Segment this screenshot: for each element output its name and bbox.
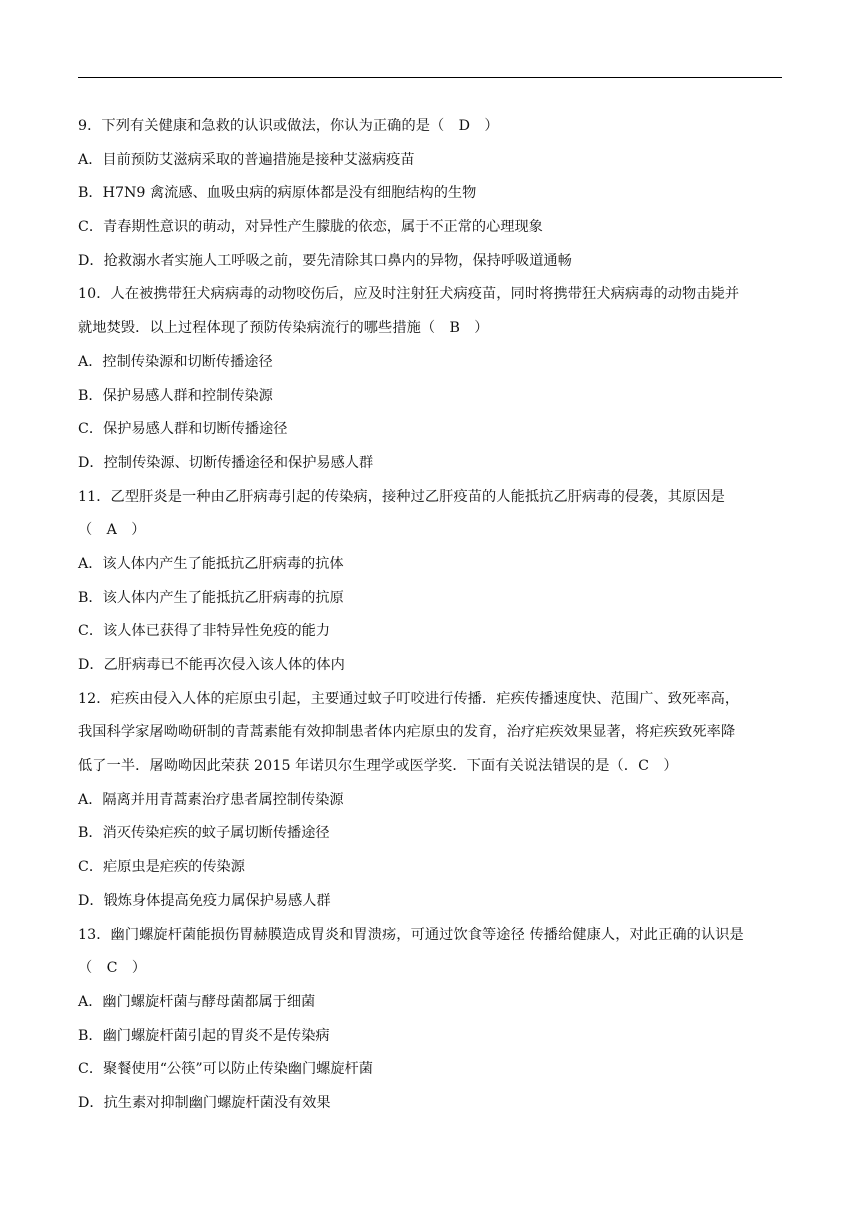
option-d: D．抢救溺水者实施人工呼吸之前，要先清除其口鼻内的异物，保持呼吸道通畅 (78, 252, 572, 269)
option-b: B．消灭传染疟疾的蚊子属切断传播途径 (78, 825, 330, 842)
question-stem-line: 我国科学家屠呦呦研制的青蒿素能有效抑制患者体内疟原虫的发育，治疗疟疾效果显著，将疟疾致死率降 (78, 724, 736, 741)
option-c: C．疟原虫是疟疾的传染源 (78, 859, 245, 876)
question-list (78, 110, 784, 1121)
option-d: D．锻炼身体提高免疫力属保护易感人群 (78, 892, 331, 909)
question-stem-line: （ A ） (78, 522, 146, 539)
question-stem-line: 就地焚毁．以上过程体现了预防传染病流行的哪些措施（ B ） (78, 320, 489, 337)
question-stem-line: 11．乙型肝炎是一种由乙肝病毒引起的传染病，接种过乙肝疫苗的人能抵抗乙肝病毒的侵袭，其原因是 (78, 488, 725, 505)
option-c: C．保护易感人群和切断传播途径 (78, 421, 288, 438)
question-stem-line: 10．人在被携带狂犬病病毒的动物咬伤后，应及时注射狂犬病疫苗，同时将携带狂犬病病毒的动物击毙并 (78, 286, 740, 303)
question-13 (78, 919, 784, 1121)
question-11 (78, 481, 784, 683)
question-stem-line: （ C ） (78, 960, 147, 977)
option-c: C．青春期性意识的萌动，对异性产生朦胧的依恋，属于不正常的心理现象 (78, 219, 543, 236)
question-10 (78, 278, 784, 480)
option-b: B．H7N9 禽流感、血吸虫病的病原体都是没有细胞结构的生物 (78, 185, 477, 202)
option-a: A．隔离并用青蒿素治疗患者属控制传染源 (78, 791, 344, 808)
option-a: A．幽门螺旋杆菌与酵母菌都属于细菌 (78, 993, 316, 1010)
option-b: B．该人体内产生了能抵抗乙肝病毒的抗原 (78, 589, 344, 606)
question-stem-line: 9．下列有关健康和急救的认识或做法，你认为正确的是（ D ） (78, 118, 499, 134)
question-9 (78, 110, 784, 278)
option-d: D．乙肝病毒已不能再次侵入该人体的体内 (78, 657, 345, 673)
option-b: B．幽门螺旋杆菌引起的胃炎不是传染病 (78, 1027, 330, 1044)
header-rule (78, 77, 782, 78)
question-stem-line: 12．疟疾由侵入人体的疟原虫引起，主要通过蚊子叮咬进行传播．疟疾传播速度快、范围广、致死率高， (78, 690, 740, 707)
question-stem-line: 低了一半．屠呦呦因此荣获 2015 年诺贝尔生理学或医学奖．下面有关说法错误的是（．C ） (78, 758, 678, 775)
option-a: A．目前预防艾滋病采取的普遍措施是接种艾滋病疫苗 (78, 151, 415, 168)
question-stem-line: 13．幽门螺旋杆菌能损伤胃赫膜造成胃炎和胃溃疡，可通过饮食等途径 传播给健康人，对此正确的认识是 (78, 926, 744, 943)
option-c: C．该人体已获得了非特异性免疫的能力 (78, 623, 331, 640)
option-a: A．控制传染源和切断传播途径 (78, 353, 273, 370)
option-a: A．该人体内产生了能抵抗乙肝病毒的抗体 (78, 555, 344, 572)
option-b: B．保护易感人群和控制传染源 (78, 387, 273, 404)
option-c: C．聚餐使用“公筷”可以防止传染幽门螺旋杆菌 (78, 1061, 373, 1078)
question-12 (78, 683, 784, 919)
option-d: D．控制传染源、切断传播途径和保护易感人群 (78, 454, 374, 471)
option-d: D．抗生素对抑制幽门螺旋杆菌没有效果 (78, 1094, 331, 1111)
